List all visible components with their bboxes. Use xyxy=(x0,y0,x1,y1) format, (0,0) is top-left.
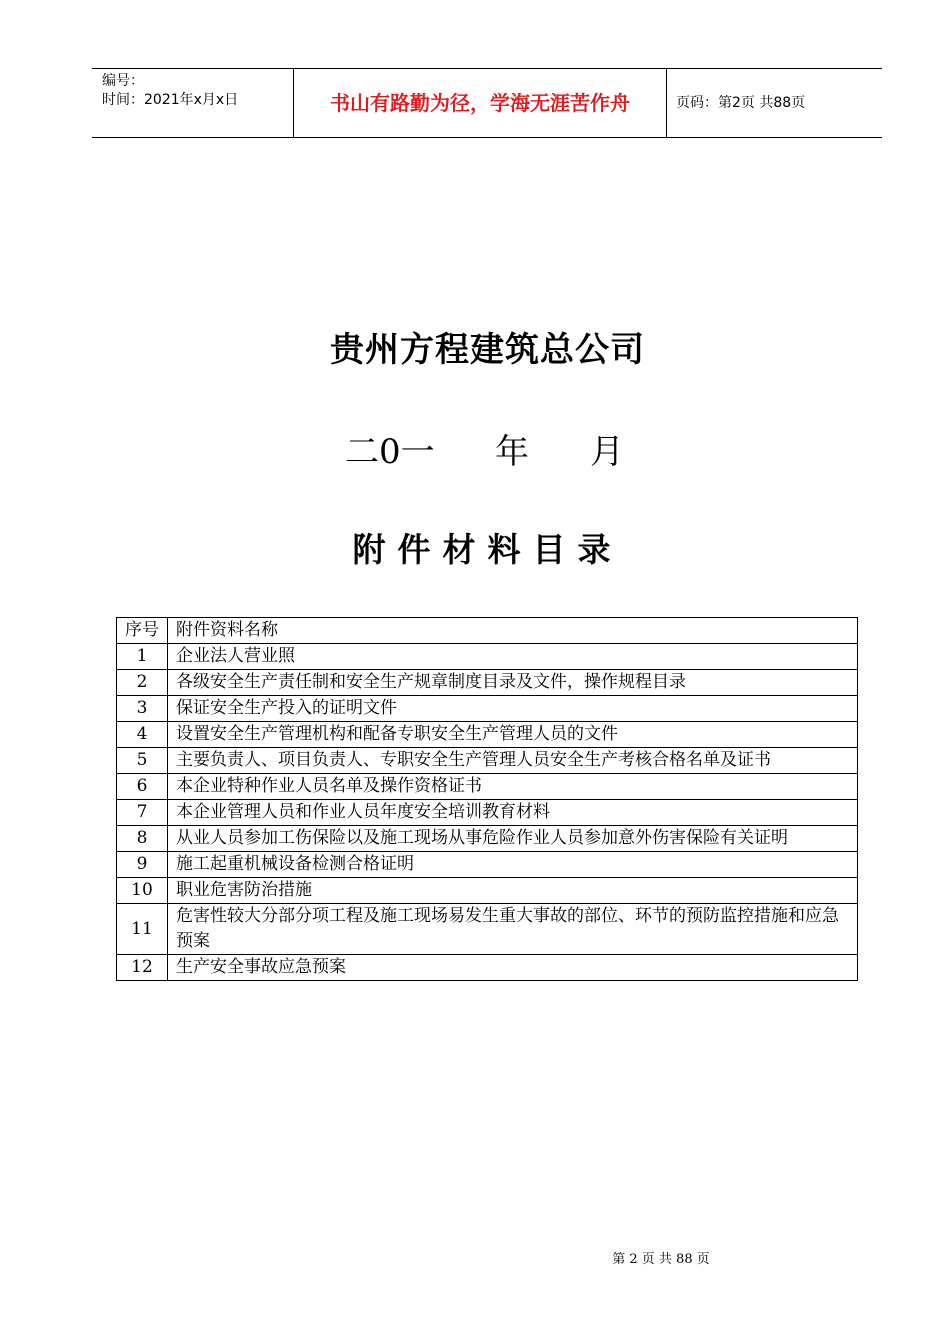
row-number: 4 xyxy=(117,722,168,748)
row-number: 5 xyxy=(117,748,168,774)
row-name: 保证安全生产投入的证明文件 xyxy=(168,696,858,722)
page-footer: 第 2 页 共 88 页 xyxy=(612,1252,710,1267)
column-header-number: 序号 xyxy=(117,618,168,644)
row-number: 10 xyxy=(117,878,168,904)
row-number: 7 xyxy=(117,800,168,826)
date-line xyxy=(0,424,950,473)
row-number: 6 xyxy=(117,774,168,800)
row-name: 职业危害防治措施 xyxy=(168,878,858,904)
header-divider xyxy=(666,69,667,137)
date-month-label: 月 xyxy=(590,432,624,472)
column-header-name: 附件资料名称 xyxy=(168,618,858,644)
header-page-info: 页码：第2页 共88页 xyxy=(676,95,806,111)
page-header xyxy=(92,68,882,138)
header-meta xyxy=(102,72,238,110)
row-number: 8 xyxy=(117,826,168,852)
table-row xyxy=(117,878,858,904)
date-year-label: 年 xyxy=(495,432,529,472)
header-number-label: 编号： xyxy=(102,73,144,89)
table-row xyxy=(117,800,858,826)
date-year-prefix: 二0一 xyxy=(345,432,435,472)
table-row xyxy=(117,670,858,696)
row-name: 本企业管理人员和作业人员年度安全培训教育材料 xyxy=(168,800,858,826)
row-number: 12 xyxy=(117,955,168,981)
table-header-row xyxy=(117,618,858,644)
table-row xyxy=(117,696,858,722)
row-name: 本企业特种作业人员名单及操作资格证书 xyxy=(168,774,858,800)
row-name: 施工起重机械设备检测合格证明 xyxy=(168,852,858,878)
row-number: 9 xyxy=(117,852,168,878)
catalog-title: 附件材料目录 xyxy=(352,530,623,569)
table-row xyxy=(117,748,858,774)
row-name: 设置安全生产管理机构和配备专职安全生产管理人员的文件 xyxy=(168,722,858,748)
table-row xyxy=(117,826,858,852)
row-number: 1 xyxy=(117,644,168,670)
header-time-label: 时间：2021年x月x日 xyxy=(102,92,239,108)
row-name: 危害性较大分部分项工程及施工现场易发生重大事故的部位、环节的预防监控措施和应急预案 xyxy=(168,904,858,955)
row-name: 生产安全事故应急预案 xyxy=(168,955,858,981)
header-motto: 书山有路勤为径，学海无涯苦作舟 xyxy=(330,91,630,115)
row-number: 2 xyxy=(117,670,168,696)
row-name: 从业人员参加工伤保险以及施工现场从事危险作业人员参加意外伤害保险有关证明 xyxy=(168,826,858,852)
table-row xyxy=(117,904,858,955)
row-number: 3 xyxy=(117,696,168,722)
table-row xyxy=(117,644,858,670)
row-name: 各级安全生产责任制和安全生产规章制度目录及文件，操作规程目录 xyxy=(168,670,858,696)
row-number: 11 xyxy=(117,904,168,955)
company-title: 贵州方程建筑总公司 xyxy=(330,330,645,370)
table-row xyxy=(117,955,858,981)
attachment-table xyxy=(116,617,858,981)
table-row xyxy=(117,774,858,800)
row-name: 主要负责人、项目负责人、专职安全生产管理人员安全生产考核合格名单及证书 xyxy=(168,748,858,774)
table-row xyxy=(117,852,858,878)
table-row xyxy=(117,722,858,748)
row-name: 企业法人营业照 xyxy=(168,644,858,670)
